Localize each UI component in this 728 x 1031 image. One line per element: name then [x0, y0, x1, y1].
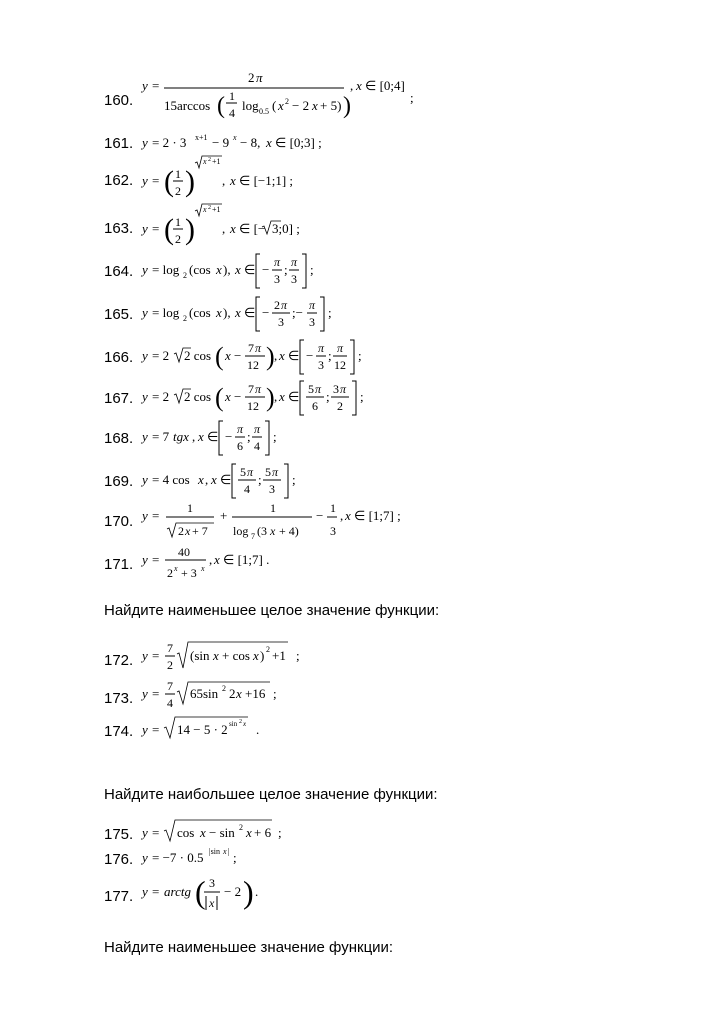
svg-text:x: x — [278, 98, 284, 113]
svg-text:π: π — [237, 422, 244, 436]
svg-text:0.5: 0.5 — [259, 107, 269, 116]
svg-text:(: ( — [215, 342, 224, 371]
svg-text:y: y — [142, 221, 148, 236]
svg-text:x: x — [216, 305, 222, 320]
problem-number-176: 176. — [104, 851, 134, 868]
svg-text:− 2: − 2 — [292, 98, 310, 113]
svg-text:14 − 5 · 2: 14 − 5 · 2 — [177, 722, 228, 737]
svg-text:π: π — [281, 298, 288, 312]
problem-formula-163 — [140, 203, 340, 257]
formula-167-svg — [140, 379, 400, 419]
svg-text:x: x — [279, 348, 285, 363]
svg-text:2 cos: 2 cos — [184, 389, 212, 404]
svg-text:65sin: 65sin — [190, 686, 219, 701]
svg-text:∈ [0;4]: ∈ [0;4] — [365, 78, 405, 93]
svg-text:∈ [1;7] ;: ∈ [1;7] ; — [354, 508, 401, 523]
svg-text:1: 1 — [187, 501, 193, 515]
svg-text:y: y — [142, 262, 148, 277]
svg-text:x: x — [216, 262, 222, 277]
problem-formula-160 — [140, 70, 450, 136]
svg-text:;: ; — [296, 648, 300, 663]
svg-text:x: x — [203, 205, 207, 214]
svg-text:=: = — [152, 552, 160, 567]
formula-160-svg — [140, 70, 450, 132]
svg-text:7: 7 — [167, 641, 173, 655]
svg-text:x: x — [211, 472, 217, 487]
problem-number-173: 173. — [104, 690, 134, 707]
svg-text:;: ; — [273, 429, 277, 444]
svg-text:π: π — [272, 465, 279, 479]
problem-number-170: 170. — [104, 513, 134, 530]
svg-text:= 2: = 2 — [152, 389, 170, 404]
svg-text:,: , — [222, 221, 226, 236]
svg-text:),: ), — [223, 305, 231, 320]
svg-text:∈ [0;3] ;: ∈ [0;3] ; — [275, 135, 322, 150]
svg-text:3: 3 — [330, 524, 336, 538]
svg-text:x: x — [230, 221, 236, 236]
svg-text:∈ [−1;1] ;: ∈ [−1;1] ; — [239, 173, 294, 188]
svg-text:.: . — [255, 884, 259, 899]
svg-text:;−: ;− — [292, 305, 303, 320]
problem-number-171: 171. — [104, 556, 134, 573]
formula-166-svg — [140, 338, 400, 378]
svg-text:4: 4 — [229, 106, 235, 120]
svg-text:,: , — [205, 472, 209, 487]
svg-text:4: 4 — [244, 482, 250, 496]
svg-text:=: = — [152, 884, 160, 899]
svg-text:(cos: (cos — [189, 262, 211, 277]
svg-text:π: π — [309, 298, 316, 312]
svg-text:y: y — [142, 472, 148, 487]
svg-text:+1: +1 — [212, 157, 221, 166]
svg-text:2: 2 — [285, 97, 289, 106]
svg-text:y: y — [142, 722, 148, 737]
svg-text:): ) — [260, 648, 265, 663]
svg-text:4: 4 — [254, 439, 260, 453]
svg-text:y: y — [142, 825, 148, 840]
problem-number-166: 166. — [104, 349, 134, 366]
problem-number-165: 165. — [104, 306, 134, 323]
formula-170-svg — [140, 500, 420, 544]
svg-text:2: 2 — [208, 205, 211, 211]
problem-formula-165 — [140, 295, 380, 339]
svg-text:2: 2 — [183, 314, 187, 323]
svg-text:2: 2 — [229, 686, 236, 701]
svg-text:5: 5 — [308, 382, 314, 396]
svg-text:π: π — [255, 382, 262, 396]
svg-text:π: π — [337, 341, 344, 355]
svg-text:−: − — [225, 429, 233, 444]
svg-text:log: log — [242, 98, 259, 113]
svg-text:= 2: = 2 — [152, 348, 170, 363]
section-heading-min: Найдите наименьшее значение функции: — [104, 939, 394, 956]
svg-text:,: , — [192, 429, 196, 444]
svg-text:;: ; — [284, 262, 288, 277]
problem-number-169: 169. — [104, 473, 134, 490]
formula-164-svg — [140, 252, 360, 292]
svg-text:12: 12 — [247, 358, 259, 372]
svg-text:3: 3 — [291, 272, 297, 286]
svg-text:2: 2 — [175, 184, 181, 198]
svg-text:=: = — [152, 722, 160, 737]
svg-text:x: x — [345, 508, 351, 523]
svg-text:x: x — [235, 262, 241, 277]
svg-text:;: ; — [328, 348, 332, 363]
svg-text:∈: ∈ — [244, 305, 256, 320]
svg-text:π: π — [318, 341, 325, 355]
svg-text:+ 5): + 5) — [320, 98, 342, 113]
svg-text:1: 1 — [229, 89, 235, 103]
svg-text:y: y — [142, 508, 148, 523]
problem-formula-164 — [140, 252, 360, 296]
svg-text:3: 3 — [278, 315, 284, 329]
problem-number-175: 175. — [104, 826, 134, 843]
svg-text:2: 2 — [222, 684, 226, 693]
svg-text:2: 2 — [239, 719, 242, 725]
svg-text:− 2: − 2 — [224, 884, 242, 899]
svg-text:;: ; — [247, 429, 251, 444]
svg-text:): ) — [266, 342, 275, 371]
svg-text:x: x — [201, 564, 205, 573]
svg-text:;: ; — [310, 262, 314, 277]
svg-text:;: ; — [360, 389, 364, 404]
svg-text:x: x — [266, 135, 272, 150]
svg-text:x: x — [174, 564, 178, 573]
svg-text:(sin: (sin — [190, 648, 210, 663]
svg-text:(: ( — [164, 165, 174, 198]
svg-text:∈: ∈ — [220, 472, 232, 487]
svg-text:+ 4): + 4) — [279, 524, 299, 538]
svg-text:7: 7 — [251, 532, 255, 541]
problem-number-164: 164. — [104, 263, 134, 280]
svg-text:7: 7 — [167, 679, 173, 693]
svg-text:x: x — [246, 825, 252, 840]
svg-text:|: | — [228, 847, 230, 856]
section-heading-max-integer: Найдите наибольшее целое значение функции: — [104, 786, 438, 803]
problem-formula-162 — [140, 155, 340, 209]
svg-text:x: x — [200, 825, 206, 840]
svg-text:y: y — [142, 686, 148, 701]
problem-formula-177 — [140, 868, 340, 924]
svg-text:− 8,: − 8, — [240, 135, 261, 150]
svg-text:15arccos: 15arccos — [164, 98, 211, 113]
problem-number-168: 168. — [104, 430, 134, 447]
problem-number-161: 161. — [104, 135, 134, 152]
svg-text:− sin: − sin — [209, 825, 235, 840]
svg-text:y: y — [142, 648, 148, 663]
svg-text:,: , — [274, 389, 278, 404]
svg-text:∈: ∈ — [288, 348, 300, 363]
svg-text:4: 4 — [167, 696, 173, 710]
svg-text:,: , — [274, 348, 278, 363]
svg-text:π: π — [315, 382, 322, 396]
svg-text:−: − — [262, 305, 270, 320]
svg-text:x: x — [233, 133, 237, 142]
svg-text:5: 5 — [240, 465, 246, 479]
svg-text:(: ( — [217, 93, 225, 119]
svg-text:log: log — [233, 524, 249, 538]
svg-text:+ 6: + 6 — [254, 825, 272, 840]
svg-text:y: y — [142, 348, 148, 363]
svg-text:2: 2 — [337, 399, 343, 413]
svg-text:(: ( — [215, 383, 224, 412]
svg-text:;: ; — [326, 389, 330, 404]
svg-text:π: π — [247, 465, 254, 479]
svg-text:x: x — [198, 429, 204, 444]
formula-161-svg — [140, 131, 360, 153]
svg-text:;: ; — [233, 850, 237, 865]
svg-text:;: ; — [258, 472, 262, 487]
svg-text:5: 5 — [265, 465, 271, 479]
formula-163-svg — [140, 203, 340, 253]
problem-number-160: 160. — [104, 92, 134, 109]
svg-text:3: 3 — [309, 315, 315, 329]
svg-text:6: 6 — [237, 439, 243, 453]
svg-text:): ) — [343, 93, 351, 119]
problem-formula-174 — [140, 712, 360, 752]
svg-text:12: 12 — [247, 399, 259, 413]
svg-text:40: 40 — [178, 545, 190, 559]
svg-text:= log: = log — [152, 262, 180, 277]
svg-text:−: − — [306, 348, 314, 363]
formula-174-svg — [140, 712, 360, 748]
svg-text:(cos: (cos — [189, 305, 211, 320]
svg-text:∈: ∈ — [288, 389, 300, 404]
svg-text:|sin: |sin — [209, 847, 220, 856]
svg-text:(: ( — [164, 213, 174, 246]
svg-text:=: = — [152, 508, 160, 523]
problem-formula-167 — [140, 379, 400, 423]
svg-text:x: x — [312, 98, 318, 113]
svg-text:y: y — [142, 429, 148, 444]
svg-text:y: y — [142, 78, 148, 93]
svg-text:π: π — [340, 382, 347, 396]
svg-text:.: . — [256, 722, 260, 737]
svg-text:;: ; — [358, 348, 362, 363]
problem-formula-161 — [140, 131, 360, 157]
svg-text:tgx: tgx — [173, 429, 189, 444]
svg-text:x: x — [203, 157, 207, 166]
svg-text:x: x — [223, 847, 227, 856]
svg-text:,: , — [340, 508, 344, 523]
svg-text:1: 1 — [330, 501, 336, 515]
svg-text:sin: sin — [229, 720, 238, 728]
svg-text:7: 7 — [248, 382, 254, 396]
svg-text:1: 1 — [175, 167, 181, 181]
problem-number-162: 162. — [104, 172, 134, 189]
svg-text:x: x — [225, 389, 231, 404]
svg-text:x: x — [253, 648, 259, 663]
svg-text:+1: +1 — [212, 205, 221, 214]
svg-text:2 cos: 2 cos — [184, 348, 212, 363]
svg-text:−: − — [262, 262, 270, 277]
svg-text:): ) — [243, 874, 254, 910]
svg-text:x: x — [214, 552, 220, 567]
svg-text:x: x — [279, 389, 285, 404]
svg-text:=: = — [152, 825, 160, 840]
svg-text:;: ; — [292, 472, 296, 487]
problem-formula-166 — [140, 338, 400, 382]
svg-text:−: − — [234, 389, 242, 404]
svg-text:π: π — [256, 70, 263, 85]
svg-text:),: ), — [223, 262, 231, 277]
svg-text:y: y — [142, 305, 148, 320]
svg-text:3: 3 — [269, 482, 275, 496]
svg-text:=: = — [152, 78, 160, 93]
svg-text:y: y — [142, 552, 148, 567]
svg-text:;: ; — [278, 825, 282, 840]
svg-text:= 2 · 3: = 2 · 3 — [152, 135, 187, 150]
formula-171-svg — [140, 542, 340, 586]
svg-text:x: x — [213, 648, 219, 663]
svg-text:;: ; — [273, 686, 277, 701]
svg-text:π: π — [291, 255, 298, 269]
formula-168-svg — [140, 419, 340, 459]
svg-text:y: y — [142, 135, 148, 150]
svg-text:x: x — [230, 173, 236, 188]
svg-text:7: 7 — [248, 341, 254, 355]
formula-169-svg — [140, 462, 340, 502]
svg-text:2: 2 — [175, 232, 181, 246]
svg-text:2: 2 — [167, 566, 173, 580]
problem-formula-171 — [140, 542, 340, 590]
svg-text:2: 2 — [183, 271, 187, 280]
svg-text:x: x — [236, 686, 242, 701]
svg-text:∈: ∈ — [207, 429, 219, 444]
svg-text:+: + — [220, 508, 228, 523]
svg-text:=: = — [152, 221, 160, 236]
svg-text:12: 12 — [334, 358, 346, 372]
svg-text:∈ [1;7] .: ∈ [1;7] . — [223, 552, 270, 567]
svg-text:(3: (3 — [257, 524, 267, 538]
problem-number-163: 163. — [104, 220, 134, 237]
svg-text:arctg: arctg — [164, 884, 191, 899]
svg-text:=: = — [152, 173, 160, 188]
svg-text:+16: +16 — [245, 686, 266, 701]
svg-text:+ 3: + 3 — [181, 566, 197, 580]
svg-text:y: y — [142, 884, 148, 899]
svg-text:3: 3 — [274, 272, 280, 286]
svg-text:3: 3 — [333, 382, 339, 396]
svg-text:2: 2 — [208, 157, 211, 163]
svg-text:y: y — [142, 389, 148, 404]
problem-number-172: 172. — [104, 652, 134, 669]
svg-text:(: ( — [195, 874, 206, 910]
problem-formula-170 — [140, 500, 420, 548]
svg-text:,: , — [209, 552, 213, 567]
svg-text:= log: = log — [152, 305, 180, 320]
svg-text:x: x — [270, 524, 276, 538]
formula-177-svg — [140, 868, 340, 920]
svg-text:2: 2 — [239, 823, 243, 832]
problem-number-177: 177. — [104, 888, 134, 905]
svg-text:=: = — [152, 648, 160, 663]
svg-text:): ) — [266, 383, 275, 412]
svg-text:,: , — [222, 173, 226, 188]
svg-text:(: ( — [272, 98, 277, 113]
svg-text:x: x — [356, 78, 362, 93]
svg-text:y: y — [142, 173, 148, 188]
svg-text:2: 2 — [178, 524, 184, 538]
svg-text:3: 3 — [318, 358, 324, 372]
problem-number-174: 174. — [104, 723, 134, 740]
svg-text:y: y — [142, 850, 148, 865]
svg-text:2: 2 — [274, 298, 280, 312]
svg-text:+1: +1 — [272, 648, 286, 663]
svg-text:x+1: x+1 — [195, 133, 208, 142]
svg-text:;: ; — [410, 90, 414, 105]
svg-text:= 7: = 7 — [152, 429, 170, 444]
svg-text:1: 1 — [270, 501, 276, 515]
svg-text:π: π — [255, 341, 262, 355]
svg-text:∈ [−: ∈ [− — [239, 221, 266, 236]
svg-text:): ) — [185, 165, 195, 198]
svg-text:2: 2 — [167, 658, 173, 672]
svg-text:π: π — [254, 422, 261, 436]
svg-text:= 4 cos: = 4 cos — [152, 472, 190, 487]
svg-text:): ) — [185, 213, 195, 246]
svg-text:2: 2 — [248, 70, 255, 85]
formula-165-svg — [140, 295, 380, 335]
svg-text:x: x — [185, 524, 191, 538]
svg-text:−: − — [234, 348, 242, 363]
svg-text:2: 2 — [266, 645, 270, 654]
svg-text:x: x — [198, 472, 204, 487]
svg-text:cos: cos — [177, 825, 195, 840]
formula-162-svg — [140, 155, 340, 205]
svg-text:,: , — [350, 78, 354, 93]
svg-text:x: x — [243, 720, 247, 728]
problem-number-167: 167. — [104, 390, 134, 407]
svg-text:+ 7: + 7 — [192, 524, 208, 538]
svg-text:∈: ∈ — [244, 262, 256, 277]
problem-formula-168 — [140, 419, 340, 463]
svg-text:−: − — [316, 508, 324, 523]
svg-text:π: π — [274, 255, 281, 269]
svg-text:1: 1 — [175, 215, 181, 229]
svg-text:3: 3 — [209, 876, 215, 890]
svg-text:6: 6 — [312, 399, 318, 413]
svg-text:=: = — [152, 686, 160, 701]
section-heading-min-integer: Найдите наименьшее целое значение функции: — [104, 602, 440, 619]
svg-text:3;0] ;: 3;0] ; — [272, 221, 300, 236]
svg-text:x: x — [209, 896, 215, 910]
svg-text:x: x — [225, 348, 231, 363]
svg-text:;: ; — [328, 305, 332, 320]
svg-text:= −7 · 0.5: = −7 · 0.5 — [152, 850, 204, 865]
svg-text:− 9: − 9 — [212, 135, 230, 150]
svg-text:x: x — [235, 305, 241, 320]
svg-text:+ cos: + cos — [222, 648, 250, 663]
